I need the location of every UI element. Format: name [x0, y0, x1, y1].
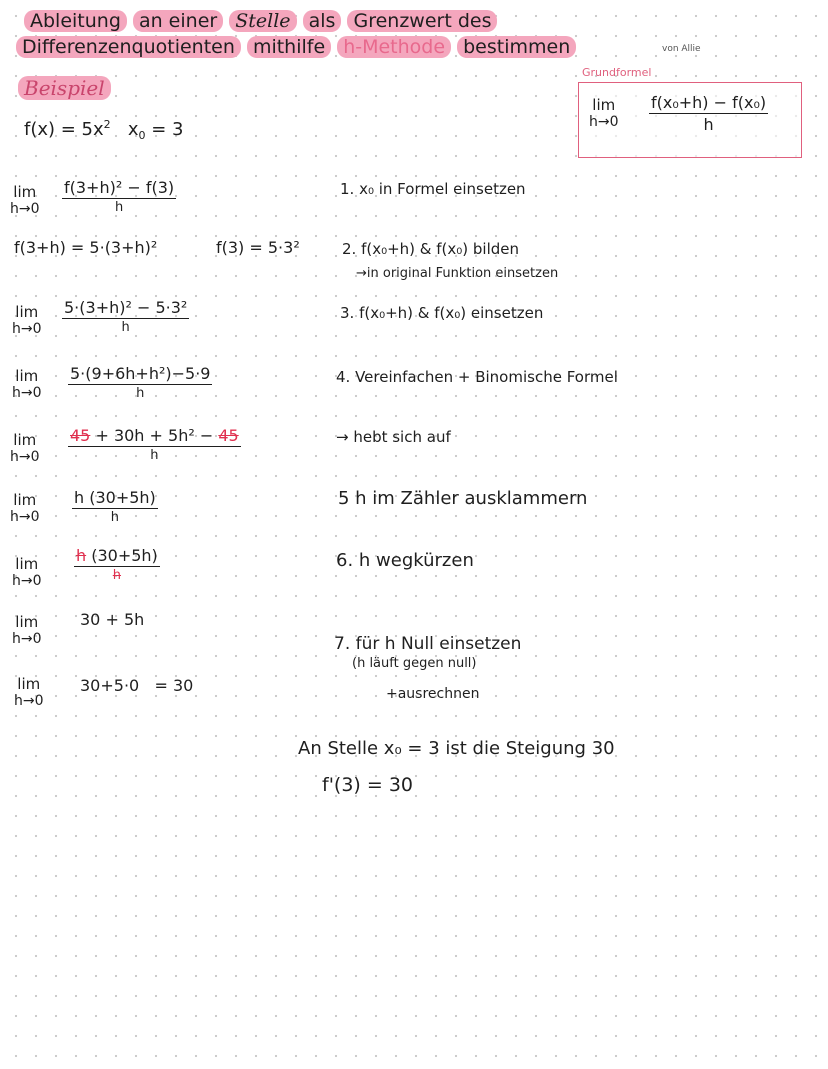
- title-word: als: [303, 10, 342, 32]
- limit-notation: lim h→0: [12, 303, 42, 337]
- step-5: 5 h im Zähler ausklammern: [338, 488, 588, 509]
- title-word: Differenzenquotienten: [16, 36, 241, 58]
- work-row-2-left: f(3+h) = 5·(3+h)²: [14, 238, 158, 257]
- work-row-9: 30+5·0 = 30: [80, 676, 194, 695]
- limit-notation: lim h→0: [10, 183, 40, 217]
- title-word: an einer: [133, 10, 223, 32]
- formula-box: [578, 82, 802, 158]
- example-label: Beispiel: [18, 76, 111, 100]
- formula-label: Grundformel: [582, 66, 652, 79]
- limit-notation: lim h→0: [12, 555, 42, 589]
- step-1: 1. x₀ in Formel einsetzen: [340, 180, 526, 198]
- title-word: Stelle: [229, 10, 296, 32]
- title-word: h-Methode: [337, 36, 451, 58]
- limit-notation: lim h→0: [10, 431, 40, 465]
- limit-notation: lim h→0: [14, 675, 44, 709]
- title-word: bestimmen: [457, 36, 576, 58]
- title-line-2: [16, 36, 576, 58]
- step-2: 2. f(x₀+h) & f(x₀) bilden: [342, 240, 520, 258]
- work-row-8: 30 + 5h: [80, 610, 145, 629]
- limit-notation: lim h→0: [12, 613, 42, 647]
- conclusion-line-1: An Stelle x₀ = 3 ist die Steigung 30: [298, 738, 615, 759]
- limit-notation: lim h→0: [10, 491, 40, 525]
- step-7-note-1: (h läuft gegen null): [352, 656, 477, 671]
- work-row-2-right: f(3) = 5·3²: [216, 238, 300, 257]
- step-4-note: → hebt sich auf: [336, 428, 451, 446]
- limit-notation: lim h→0: [12, 367, 42, 401]
- step-3: 3. f(x₀+h) & f(x₀) einsetzen: [340, 304, 544, 322]
- formula-limit: lim h→0: [589, 96, 619, 130]
- step-6: 6. h wegkürzen: [336, 550, 474, 571]
- formula-fraction: $\frac{\text{f(x₀+h) − f(x₀)}}{h}$: [651, 93, 767, 134]
- step-2-note: →in original Funktion einsetzen: [356, 266, 559, 281]
- work-row-7: $\frac{h (30+5h)}{h}$: [76, 546, 158, 583]
- example-function: $f(x) = 5x^2$ $x_0 = 3$: [24, 118, 184, 142]
- author-signature: von Allie: [662, 44, 701, 54]
- title-word: Ableitung: [24, 10, 127, 32]
- step-7-note-2: +ausrechnen: [386, 686, 480, 702]
- title-word: mithilfe: [247, 36, 331, 58]
- step-7: 7. für h Null einsetzen: [334, 634, 522, 654]
- title-line-1: [24, 10, 497, 32]
- work-row-6: $\frac{h (30+5h)}{h}$: [74, 488, 156, 525]
- work-row-1: $\frac{\text{f(3+h)² − f(3)}}{h}$: [64, 178, 175, 215]
- title-word: Grenzwert des: [347, 10, 497, 32]
- work-row-4: $\frac{\text{5·(9+6h+h²)−5·9}}{h}$: [70, 364, 211, 401]
- work-row-5: $\frac{\text{45 + 30h + 5h² − 45}}{h}$: [70, 426, 239, 463]
- step-4: 4. Vereinfachen + Binomische Formel: [336, 368, 618, 386]
- conclusion-line-2: f'(3) = 30: [322, 774, 414, 796]
- work-row-3: $\frac{\text{5·(3+h)² − 5·3²}}{h}$: [64, 298, 188, 335]
